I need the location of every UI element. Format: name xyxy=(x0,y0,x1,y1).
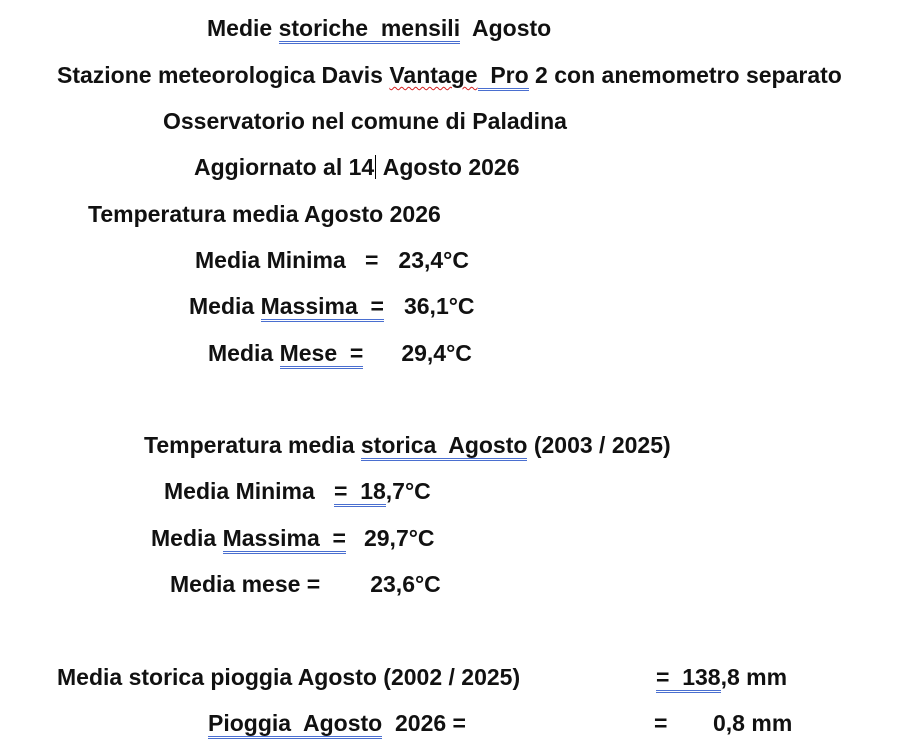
station-spellcheck-text: Vantage xyxy=(389,62,478,88)
current-max-label-underlined: Massima = xyxy=(261,293,384,322)
title-text: Medie xyxy=(207,15,279,41)
historical-min-value: ,7°C xyxy=(385,478,431,504)
current-min-row xyxy=(195,246,469,274)
updated-line[interactable] xyxy=(194,153,520,181)
current-month-row xyxy=(208,339,472,367)
current-max-value: 36,1°C xyxy=(403,293,475,319)
current-min-label: Media Minima = xyxy=(195,247,379,273)
rain-current-value: 0,8 mm xyxy=(713,710,793,736)
historical-month-label: Media mese = xyxy=(170,571,321,597)
historical-min-value-underlined: = 18 xyxy=(334,478,386,507)
rain-historical-value-row xyxy=(656,663,787,691)
historical-min-label: Media Minima xyxy=(164,478,334,504)
rain-historical-value: ,8 mm xyxy=(720,664,788,690)
historical-heading-underlined: storica Agosto xyxy=(361,432,528,461)
current-heading: Temperatura media Agosto 2026 xyxy=(88,201,441,227)
rain-current-label-year: 2026 = xyxy=(382,710,466,736)
historical-max-label: Media xyxy=(151,525,223,551)
station-tail-text: 2 con anemometro separato xyxy=(528,62,842,88)
current-min-value: 23,4°C xyxy=(398,247,469,273)
current-max-label: Media xyxy=(189,293,261,319)
rain-historical-value-underlined: = 138 xyxy=(656,664,721,693)
rain-current-label xyxy=(208,709,466,737)
station-line xyxy=(57,61,842,89)
current-max-row xyxy=(189,292,475,320)
rain-current-label-underlined: Pioggia Agosto xyxy=(208,710,382,739)
current-month-label-underlined: Mese = xyxy=(280,340,364,369)
current-month-label: Media xyxy=(208,340,280,366)
historical-max-value: 29,7°C xyxy=(363,525,435,551)
historical-max-row xyxy=(151,524,435,552)
historical-heading-text: Temperatura media xyxy=(144,432,361,458)
historical-heading-years: (2003 / 2025) xyxy=(527,432,671,458)
station-text: Stazione meteorologica Davis xyxy=(57,62,390,88)
historical-min-row xyxy=(164,477,431,505)
historical-month-value: 23,6°C xyxy=(370,571,441,597)
station-grammar-text: Pro xyxy=(478,62,529,91)
document-title xyxy=(207,14,551,42)
historical-month-row xyxy=(170,570,441,598)
observatory-line: Osservatorio nel comune di Paladina xyxy=(163,108,567,134)
updated-text: Aggiornato al 14 xyxy=(194,154,375,180)
rain-historical-label: Media storica pioggia Agosto (2002 / 2025) xyxy=(57,664,521,690)
historical-max-label-underlined: Massima = xyxy=(223,525,346,554)
current-month-value: 29,4°C xyxy=(401,340,472,366)
title-month-text: Agosto xyxy=(460,15,552,41)
rain-current-equals: = xyxy=(654,710,668,736)
title-underlined-text: storiche mensili xyxy=(279,15,461,44)
historical-heading xyxy=(144,431,671,459)
updated-month-text: Agosto 2026 xyxy=(377,154,520,180)
